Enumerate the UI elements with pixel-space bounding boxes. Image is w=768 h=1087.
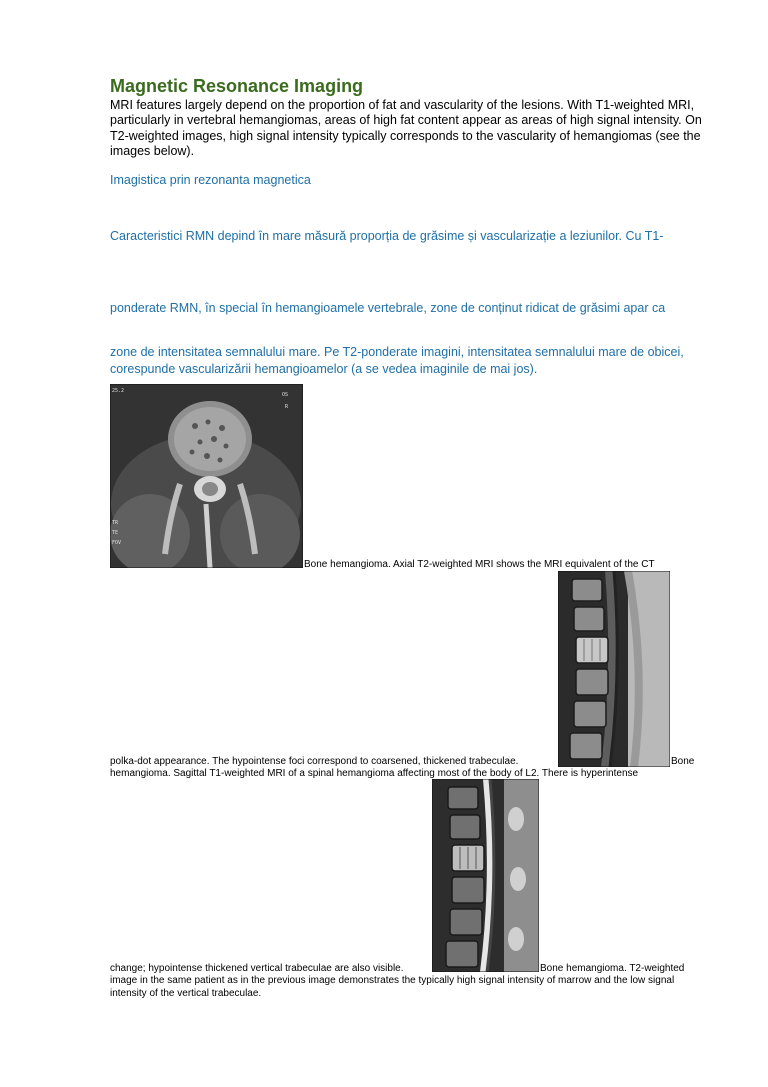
romanian-line-1: Caracteristici RMN depind în mare măsură proporția de grăsime și vascularizație a leziunilor. Cu T1- bbox=[110, 229, 664, 243]
caption-sagittal-start: Bone bbox=[671, 756, 695, 767]
axial-mri-image bbox=[110, 384, 303, 568]
caption-axial: Bone hemangioma. Axial T2-weighted MRI shows the MRI equivalent of the CT bbox=[304, 559, 655, 570]
svg-text:TR: TR bbox=[112, 520, 119, 526]
caption-axial-cont: polka-dot appearance. The hypointense foci correspond to coarsened, thickened trabeculae. bbox=[110, 756, 519, 767]
caption-t2: image in the same patient as in the previous image demonstrates the typically high signal intensity of marrow and the low signal intensity of the vertical trabeculae. bbox=[110, 975, 675, 999]
caption-sagittal: hemangioma. Sagittal T1-weighted MRI of a spinal hemangioma affecting most of the body of L2. There is hyperintense bbox=[110, 768, 639, 779]
svg-text:FOV: FOV bbox=[112, 540, 122, 546]
caption-t2-start: Bone hemangioma. T2-weighted bbox=[540, 963, 685, 974]
page-title: Magnetic Resonance Imaging bbox=[110, 76, 364, 96]
sagittal-t2-mri-image bbox=[432, 779, 539, 972]
svg-text:25.2: 25.2 bbox=[112, 388, 125, 394]
svg-text:R: R bbox=[285, 404, 289, 410]
svg-text:OS: OS bbox=[282, 392, 289, 398]
romanian-line-2: ponderate RMN, în special în hemangioamele vertebrale, zone de conținut ridicat de grăsimi apar ca bbox=[110, 301, 666, 315]
intro-paragraph: MRI features largely depend on the proportion of fat and vascularity of the lesions. With T1-weighted MRI, particularly in vertebral hemangiomas, areas of high fat content appear as areas of high signal intensity. On T2-weighted images, high signal intensity typically corresponds to the vascularity of hemangiomas (see the images below). bbox=[110, 98, 702, 159]
romanian-line-3: zone de intensitatea semnalului mare. Pe T2-ponderate imagini, intensitatea semnalului mare de obicei, corespunde vascularizării hemangioamelor (a se vedea imaginile de mai jos). bbox=[110, 345, 684, 376]
romanian-heading: Imagistica prin rezonanta magnetica bbox=[110, 173, 311, 187]
svg-text:TE: TE bbox=[112, 530, 119, 536]
caption-sagittal-cont: change; hypointense thickened vertical trabeculae are also visible. bbox=[110, 963, 404, 974]
sagittal-t1-mri-image bbox=[558, 571, 670, 767]
